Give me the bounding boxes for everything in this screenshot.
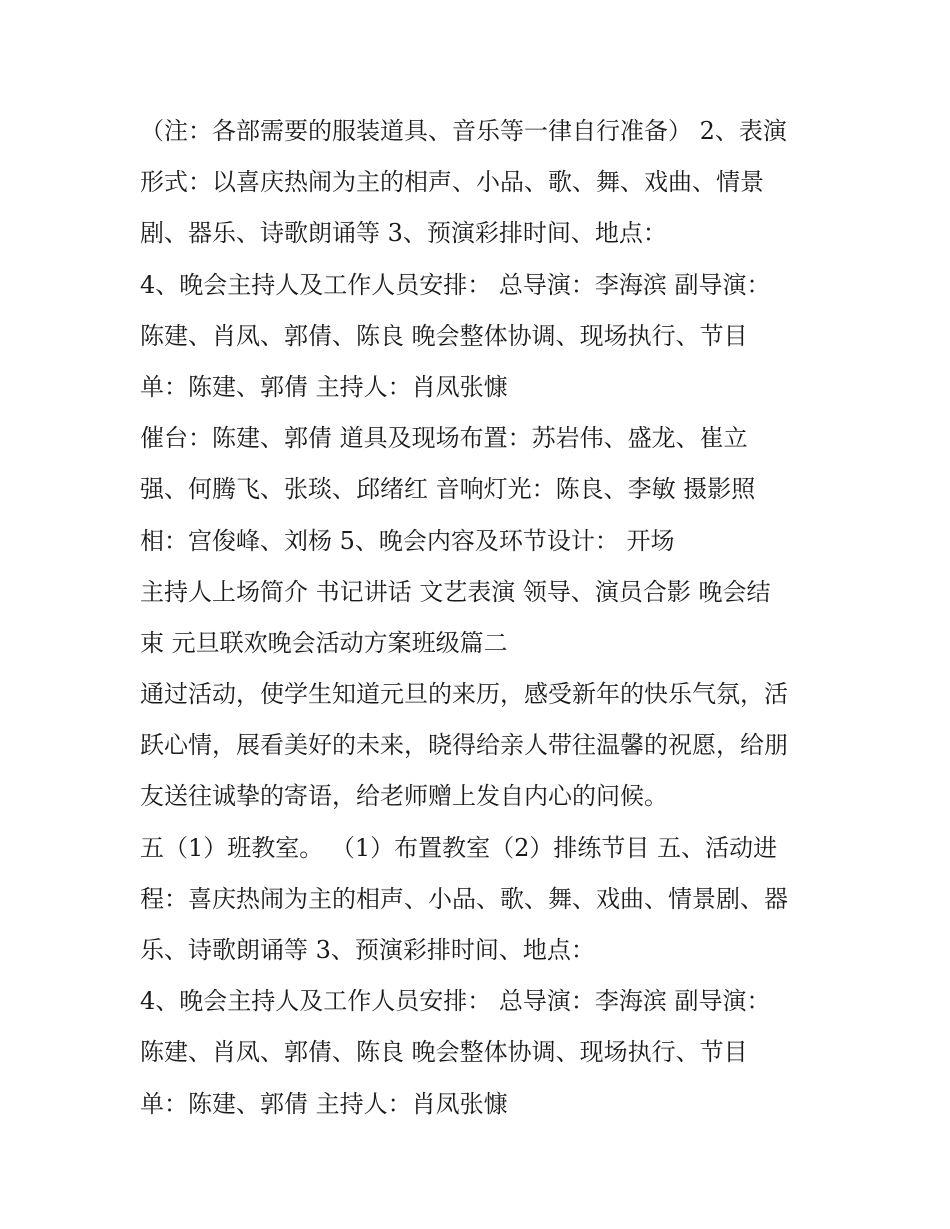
document-body [140,106,820,1130]
text-line: 主持人上场简介 书记讲话 文艺表演 领导、演员合影 晚会结 [140,577,771,606]
text-line: 4、晚会主持人及工作人员安排： 总导演：李海滨 副导演： [140,270,771,299]
text-line: 4、晚会主持人及工作人员安排： 总导演：李海滨 副导演： [140,987,771,1016]
text-line: 形式：以喜庆热闹为主的相声、小品、歌、舞、戏曲、情景 [140,168,764,197]
text-line: 乐、诗歌朗诵等 3、预演彩排时间、地点： [140,936,595,964]
text-line: 束 元旦联欢晚会活动方案班级篇二 [140,628,508,657]
text-line: 陈建、肖凤、郭倩、陈良 晚会整体协调、现场执行、节目 [140,1038,748,1067]
text-line: 剧、器乐、诗歌朗诵等 3、预演彩排时间、地点： [140,219,667,248]
text-line: 通过活动，使学生知道元旦的来历，感受新年的快乐气氛，活 [140,680,788,709]
text-line: 五（1）班教室。 （1）布置教室（2）排练节目 五、活动进 [140,833,778,862]
text-line: 跃心情，展看美好的未来，晓得给亲人带往温馨的祝愿，给朋 [140,731,788,760]
text-line: 相：宫俊峰、刘杨 5、晚会内容及环节设计： 开场 [140,526,675,555]
text-line: 程：喜庆热闹为主的相声、小品、歌、舞、戏曲、情景剧、器 [140,884,788,913]
text-line: （注：各部需要的服装道具、音乐等一律自行准备） 2、表演 [140,117,787,145]
text-line: 友送往诚挚的寄语，给老师赠上发自内心的问候。 [140,782,668,811]
text-line: 强、何腾飞、张琰、邱绪红 音响灯光：陈良、李敏 摄影照 [140,475,756,504]
text-line: 单：陈建、郭倩 主持人：肖凤张慷 [140,1089,508,1118]
text-line: 陈建、肖凤、郭倩、陈良 晚会整体协调、现场执行、节目 [140,321,748,350]
text-line: 催台：陈建、郭倩 道具及现场布置：苏岩伟、盛龙、崔立 [140,424,748,453]
text-line: 单：陈建、郭倩 主持人：肖凤张慷 [140,372,508,401]
